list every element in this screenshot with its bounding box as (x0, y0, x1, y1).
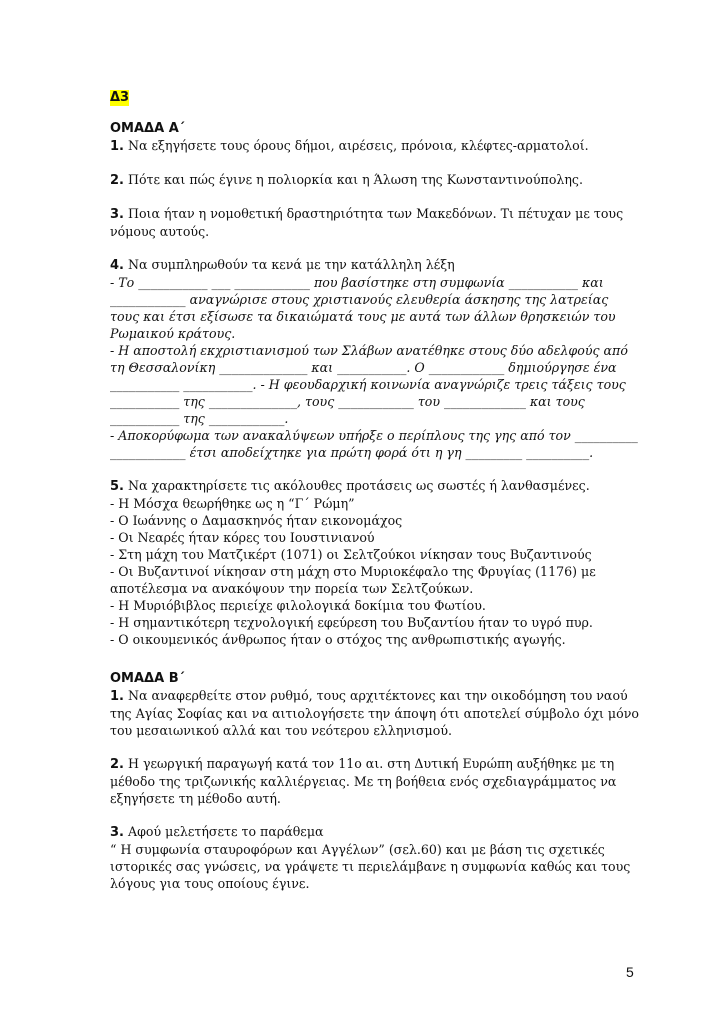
fill-blank-2: - Η αποστολή εκχριστιανισμού των Σλάβων ανατέθηκε στους δύο αδελφούς από τη Θεσσαλονίκη ______________ και ___________. Ο ____________ δημιούργησε ένα ___________ ___________. - Η φεουδαρχική κοινωνία αναγνώριζε τρεις τάξεις τους ___________ της ______________, τους ____________ του _____________ και τους ___________ της ____________. (110, 343, 628, 426)
statement-7: - Η σημαντικότερη τεχνολογική εφεύρεση του Βυζαντίου ήταν το υγρό πυρ. (110, 615, 593, 630)
fill-blank-1: - Το ___________ ___ ____________ που βασίστηκε στη συμφωνία ___________ και ____________ αναγνώρισε στους χριστιανούς ελευθερία άσκησης της λατρείας τους και έτσι εξίσωσε τα δικαιώματά τους με αυτά των άλλων θρησκειών του Ρωμαικού κράτους. (110, 275, 616, 341)
question-a3: 3. Ποια ήταν η νομοθετική δραστηριότητα των Μακεδόνων. Τι πέτυχαν με τους νόμους αυτούς. (110, 206, 624, 239)
document-body (110, 88, 640, 892)
question-a1: 1. Να εξηγήσετε τους όρους δήμοι, αιρέσεις, πρόνοια, κλέφτες-αρματολοί. (110, 138, 589, 154)
statement-4: - Στη μάχη του Ματζικέρτ (1071) οι Σελτζούκοι νίκησαν τους Βυζαντινούς (110, 547, 592, 562)
statement-6: - Η Μυριόβιβλος περιείχε φιλολογικά δοκίμια του Φωτίου. (110, 598, 486, 613)
statement-3: - Οι Νεαρές ήταν κόρες του Ιουστινιανού (110, 530, 375, 545)
section-tag: Δ3 (110, 90, 130, 105)
question-b3-quote: “ Η συμφωνία σταυροφόρων και Αγγέλων” (σελ.60) και με βάση τις σχετικές ιστορικές σας γνώσεις, να γράψετε τι περιελάμβανε η συμφωνία καθώς και τους λόγους για τους οποίους έγινε. (110, 842, 631, 891)
question-b3: 3. Αφού μελετήσετε το παράθεμα (110, 824, 324, 840)
statement-2: - Ο Ιωάννης ο Δαμασκηνός ήταν εικονομάχος (110, 513, 403, 528)
statement-5: - Οι Βυζαντινοί νίκησαν στη μάχη στο Μυριοκέφαλο της Φρυγίας (1176) με αποτέλεσμα να ανακόψουν την πορεία των Σελτζούκων. (110, 564, 596, 596)
question-a4: 4. Να συμπληρωθούν τα κενά με την κατάλληλη λέξη (110, 257, 455, 273)
group-b-title: ΟΜΑΔΑ Β΄ (110, 671, 185, 686)
question-b2: 2. Η γεωργική παραγωγή κατά τον 11ο αι. στη Δυτική Ευρώπη αυξήθηκε με τη μέθοδο της τριζωνικής καλλιέργειας. Με τη βοήθεια ενός σχεδιαγράμματος να εξηγήσετε τη μέθοδο αυτή. (110, 756, 617, 806)
statement-1: - Η Μόσχα θεωρήθηκε ως η “Γ΄ Ρώμη” (110, 496, 355, 511)
question-a2: 2. Πότε και πώς έγινε η πολιορκία και η Άλωση της Κωνσταντινούπολης. (110, 172, 583, 188)
statement-8: - Ο οικουμενικός άνθρωπος ήταν ο στόχος της ανθρωπιστικής αγωγής. (110, 632, 566, 647)
group-a-title: ΟΜΑΔΑ Α΄ (110, 121, 185, 136)
fill-blank-3: - Αποκορύφωμα των ανακαλύψεων υπήρξε ο περίπλους της γης από τον __________ ____________ έτσι αποδείχτηκε για πρώτη φορά ότι η γη _________ __________. (110, 428, 638, 460)
question-a5: 5. Να χαρακτηρίσετε τις ακόλουθες προτάσεις ως σωστές ή λανθασμένες. (110, 478, 590, 494)
question-b1: 1. Να αναφερθείτε στον ρυθμό, τους αρχιτέκτονες και την οικοδόμηση του ναού της Αγίας Σοφίας και να αιτιολογήσετε την άποψη ότι αποτελεί σύμβολο όχι μόνο του μεσαιωνικού αλλά και του νεότερου ελληνισμού. (110, 688, 639, 738)
page-number: 5 (626, 964, 634, 980)
